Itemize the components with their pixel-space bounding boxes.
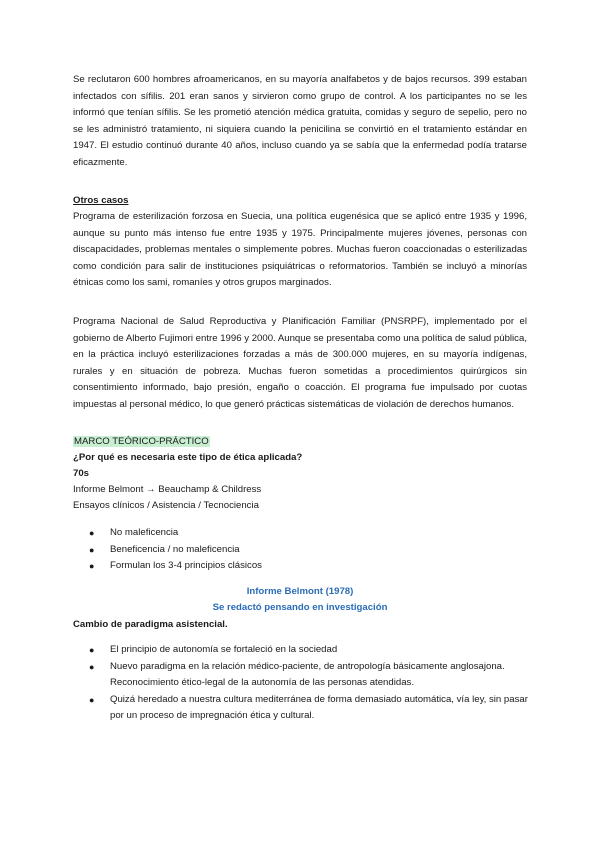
list-item-text: Formulan los 3-4 principios clásicos xyxy=(110,560,262,571)
list-item xyxy=(88,642,528,659)
list-item xyxy=(88,558,528,575)
list-item-text: Beneficencia / no maleficencia xyxy=(110,543,240,555)
list-item-text: Quizá heredado a nuestra cultura mediterránea de forma demasiado automática, vía ley, sin pasar por un proceso de impregnación ética y cultural. xyxy=(110,693,528,721)
informe-line: Informe Belmont → Beauchamp & Childress xyxy=(73,484,262,495)
list-item-text: No maleficencia xyxy=(110,527,179,538)
ensayos-line: Ensayos clínicos / Asistencia / Tecnociencia xyxy=(73,500,259,511)
bullet-icon: ● xyxy=(89,694,95,705)
heading-otros-casos: Otros casos xyxy=(73,195,129,206)
bullet-icon: ● xyxy=(89,544,95,555)
bullet-icon: ● xyxy=(89,528,95,538)
paragraph-suecia: Programa de esterilización forzosa en Suecia, una política eugenésica que se aplicó entre 1935 y 1996, aunque su punto más intenso fue entre 1935 y 1975. Principalmente mujeres jóvenes, personas con discapacidades, problemas mentales o simplemente pobres. Muchas fueron coaccionadas o esterilizadas como condición para salir de instituciones psiquiátricas o reformatorios. También se incluyó a minorías étnicas como los sami, romaníes y otros grupos marginados. xyxy=(73,211,527,288)
heading-marco-text: MARCO TEÓRICO-PRÁCTICO xyxy=(74,436,209,447)
bullet-icon: ● xyxy=(89,661,95,672)
list-item xyxy=(88,542,528,559)
list-item xyxy=(88,525,528,542)
list-item-text: El principio de autonomía se fortaleció en la sociedad xyxy=(110,644,338,655)
heading-cambio-paradigma: Cambio de paradigma asistencial. xyxy=(73,619,228,630)
principles-list xyxy=(88,525,528,575)
bullet-icon: ● xyxy=(89,561,95,571)
list-item-text: Nuevo paradigma en la relación médico-paciente, de antropología básicamente anglosajona. Reconocimiento ético-legal de la autonomía de las personas atendidas. xyxy=(110,660,505,688)
paradigm-list xyxy=(88,642,528,725)
bullet-icon: ● xyxy=(89,645,95,655)
center-subtitle: Se redactó pensando en investigación xyxy=(212,602,388,613)
center-title-belmont: Informe Belmont (1978) xyxy=(246,586,354,597)
list-item xyxy=(88,692,528,725)
question-line: ¿Por qué es necesaria este tipo de ética aplicada? xyxy=(73,452,303,463)
decade-label: 70s xyxy=(73,468,90,479)
paragraph-tuskegee: Se reclutaron 600 hombres afroamericanos, en su mayoría analfabetos y de bajos recursos. 399 estaban infectados con sífilis. 201 eran sanos y sirvieron como grupo de control. A los participantes no se les informó que tenían sífilis. Se les prometió atención médica gratuita, comidas y seguro de sepelio, pero no se les administró tratamiento, ni siquiera cuando la penicilina se convirtió en el tratamiento estándar en 1947. El estudio continuó durante 40 años, incluso cuando ya se sabía que la enfermedad podía tratarse eficazmente. xyxy=(73,74,527,168)
paragraph-peru: Programa Nacional de Salud Reproductiva y Planificación Familiar (PNSRPF), implementado por el gobierno de Alberto Fujimori entre 1996 y 2000. Aunque se presentaba como una política de salud pública, en la práctica incluyó esterilizaciones forzadas a más de 300.000 mujeres, en su mayoría indígenas, rurales y en situación de pobreza. Muchas fueron sometidas a procedimientos quirúrgicos sin consentimiento informado, bajo presión, engaño o coacción. El programa fue impulsado por cuotas impuestas al personal médico, lo que generó prácticas sistemáticas de violación de derechos humanos. xyxy=(73,316,527,410)
heading-marco-teorico xyxy=(73,434,210,451)
list-item xyxy=(88,659,528,692)
